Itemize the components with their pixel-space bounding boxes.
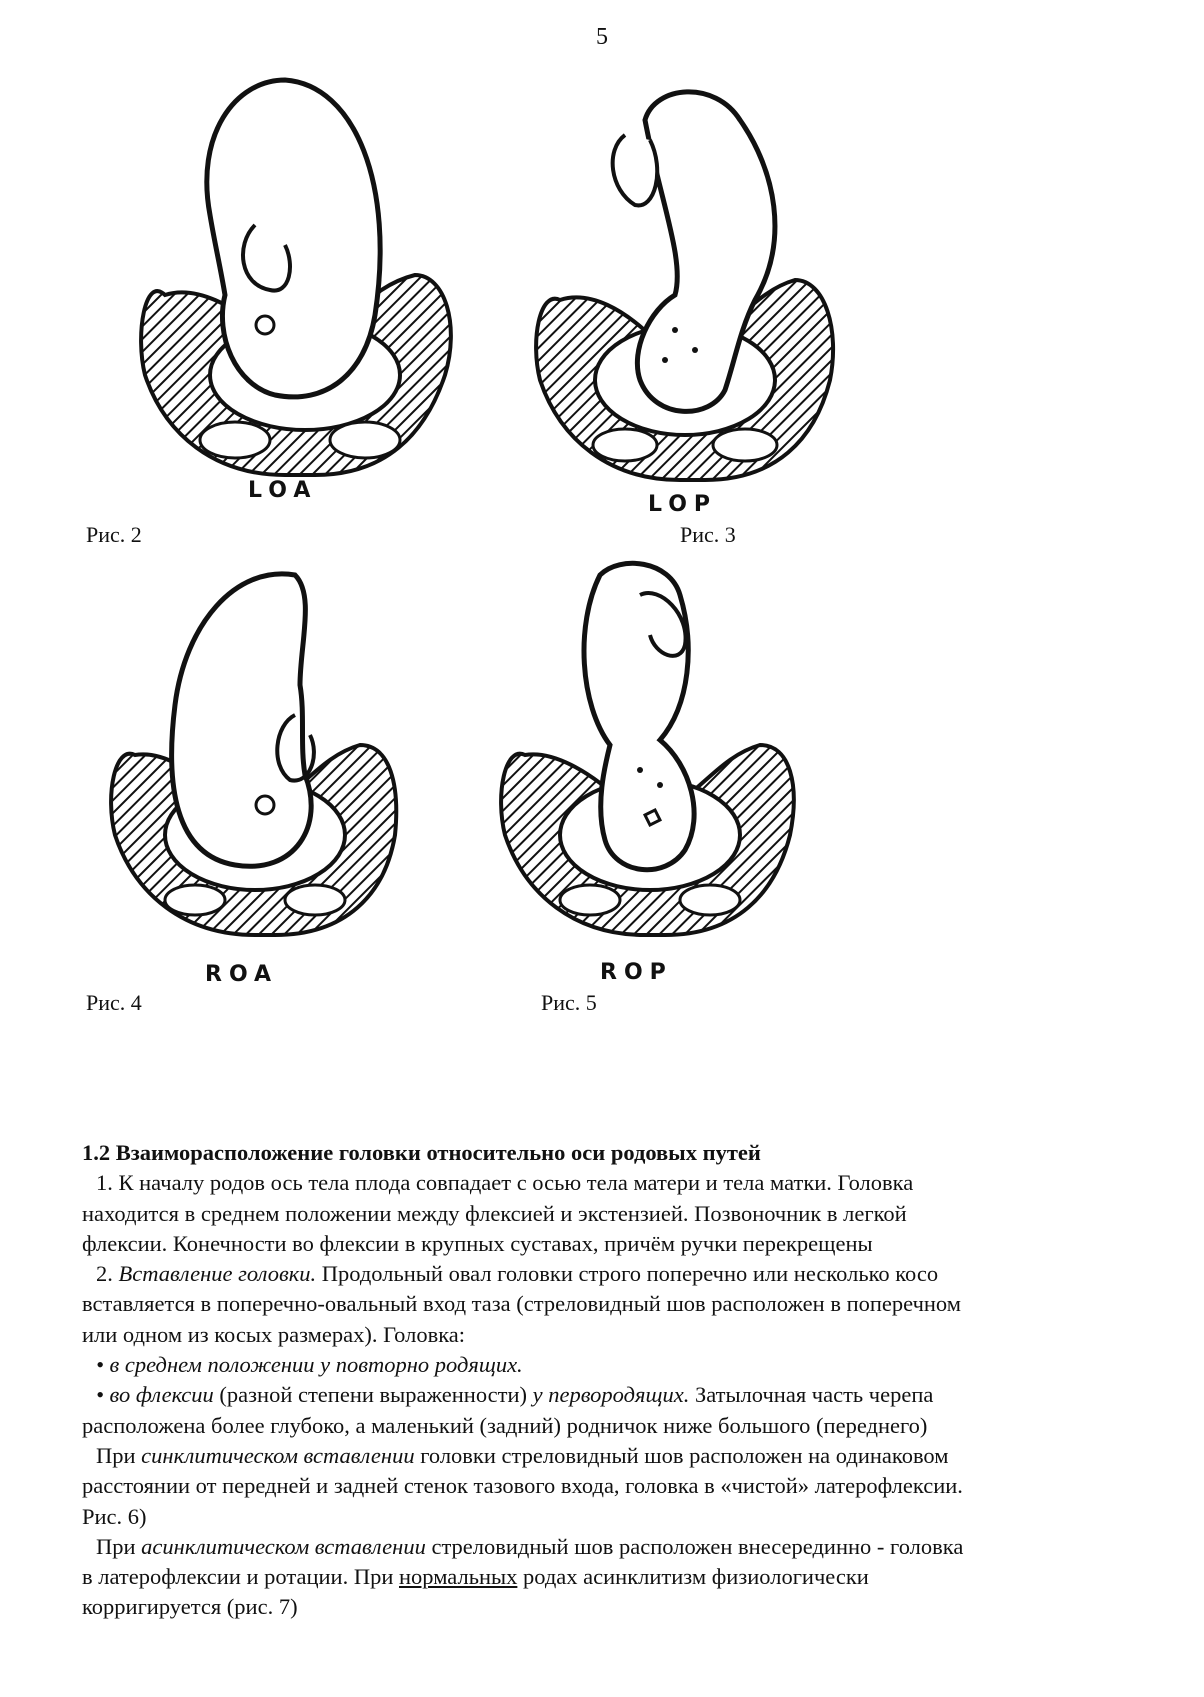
figure-code-loa: LOA — [248, 478, 318, 503]
figure-rop-illustration — [490, 555, 810, 955]
paragraph-line: или одном из косых размерах). Головка: — [82, 1321, 466, 1347]
paragraph-line: При синклитическом вставлении головки стреловидный шов расположен на одинаковом — [96, 1442, 949, 1468]
paragraph-line: расположена более глубоко, а маленький (задний) родничок ниже большого (переднего) — [82, 1412, 928, 1438]
figure-code-rop: ROP — [600, 960, 673, 985]
figure-code-lop: LOP — [648, 492, 718, 517]
figure-caption-3: Рис. 3 — [680, 522, 736, 547]
paragraph-line: вставляется в поперечно-овальный вход таза (стреловидный шов расположен в поперечном — [82, 1291, 961, 1317]
paragraph-line: флексии. Конечности во флексии в крупных суставах, причём ручки перекрещены — [82, 1230, 873, 1256]
page-number: 5 — [596, 24, 608, 50]
paragraph-line: корригируется (рис. 7) — [82, 1594, 298, 1620]
figure-code-roa: ROA — [205, 962, 279, 987]
figure-roa-illustration — [105, 565, 405, 955]
figure-loa-illustration — [125, 75, 475, 495]
paragraph-line: Рис. 6) — [82, 1503, 147, 1529]
section-body — [82, 1138, 1162, 1623]
paragraph-line: 2. Вставление головки. Продольный овал головки строго поперечно или несколько косо — [96, 1261, 939, 1287]
paragraph-line: 1. К началу родов ось тела плода совпадает с осью тела матери и тела матки. Головка — [96, 1170, 914, 1196]
figure-caption-5: Рис. 5 — [541, 990, 597, 1015]
figure-caption-4: Рис. 4 — [86, 990, 142, 1015]
figure-caption-2: Рис. 2 — [86, 522, 142, 547]
paragraph-line: При асинклитическом вставлении стреловидный шов расположен внесерединно - головка — [96, 1533, 964, 1559]
section-heading: 1.2 Взаиморасположение головки относительно оси родовых путей — [82, 1140, 761, 1165]
bullet-item: • во флексии (разной степени выраженности) у первородящих. Затылочная часть черепа — [96, 1382, 934, 1408]
figure-lop-illustration — [525, 80, 845, 500]
paragraph-line: в латерофлексии и ротации. При нормальных родах асинклитизм физиологически — [82, 1564, 869, 1590]
bullet-item: • в среднем положении у повторно родящих. — [96, 1352, 523, 1378]
paragraph-line: находится в среднем положении между флексией и экстензией. Позвоночник в легкой — [82, 1200, 907, 1226]
paragraph-line: расстоянии от передней и задней стенок тазового входа, головка в «чистой» латерофлексии. — [82, 1473, 963, 1499]
fetus-outline — [207, 80, 380, 397]
